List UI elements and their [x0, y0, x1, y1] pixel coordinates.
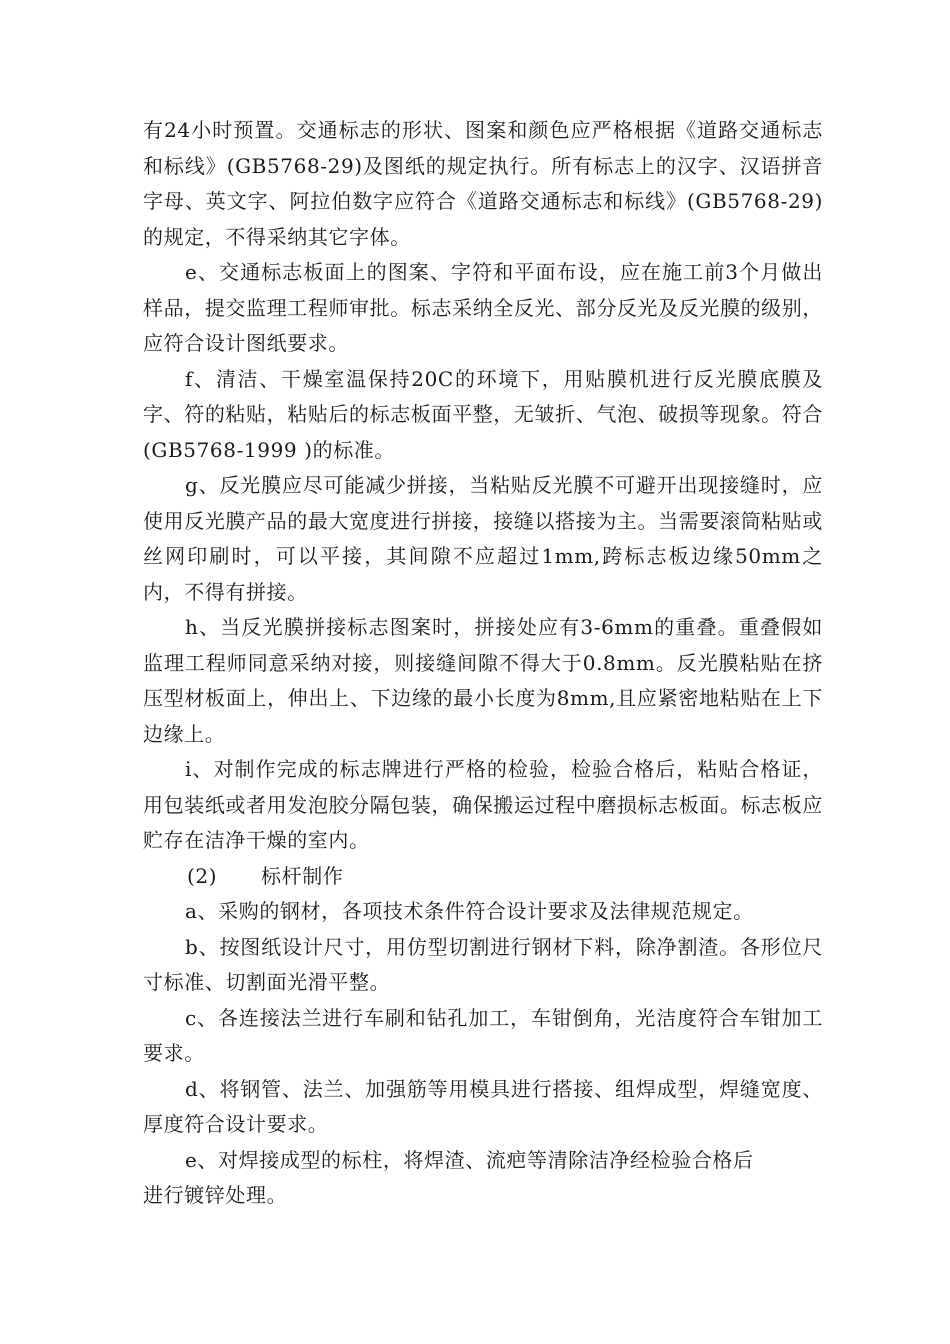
paragraph-2a: a、采购的钢材，各项技术条件符合设计要求及法律规范规定。 — [185, 899, 754, 923]
document-body — [143, 113, 823, 1214]
paragraph-e: e、交通标志板面上的图案、字符和平面布设，应在施工前3个月做出样品，提交监理工程师审批。标志采纳全反光、部分反光及反光膜的级别，应符合设计图纸要求。 — [143, 260, 823, 355]
paragraph-g: g、反光膜应尽可能减少拼接，当粘贴反光膜不可避开出现接缝时，应使用反光膜产品的最大宽度进行拼接，接缝以搭接为主。当需要滚筒粘贴或丝网印刷时，可以平接，其间隙不应超过1mm,跨标志板边缘50mm之内，不得有拼接。 — [143, 473, 823, 604]
paragraph-2e-line1: e、对焊接成型的标柱，将焊渣、流疤等清除洁净经检验合格后 — [185, 1147, 754, 1172]
paragraph-f: f、清洁、干燥室温保持20C的环境下，用贴膜机进行反光膜底膜及字、符的粘贴，粘贴后的标志板面平整，无皱折、气泡、破损等现象。符合(GB5768-1999 )的标准。 — [143, 366, 823, 462]
paragraph-2e-line2: 进行镀锌处理。 — [143, 1183, 288, 1207]
paragraph-i: i、对制作完成的标志牌进行严格的检验，检验合格后，粘贴合格证，用包装纸或者用发泡胶分隔包装，确保搬运过程中磨损标志板面。标志板应贮存在洁净干燥的室内。 — [143, 757, 823, 852]
paragraph-h: h、当反光膜拼接标志图案时，拼接处应有3-6mm的重叠。重叠假如监理工程师同意采纳对接，则接缝间隙不得大于0.8mm。反光膜粘贴在挤压型材板面上，伸出上、下边缘的最小长度为8mm,且应紧密地粘贴在上下边缘上。 — [143, 615, 823, 746]
paragraph-2c: c、各连接法兰进行车刷和钻孔加工，车钳倒角，光洁度符合车钳加工要求。 — [143, 1005, 823, 1065]
section-title: 标杆制作 — [261, 863, 344, 888]
paragraph-2b: b、按图纸设计尺寸，用仿型切割进行钢材下料，除净割渣。各形位尺寸标准、切割面光滑平整。 — [143, 934, 823, 994]
section-heading — [143, 859, 823, 895]
paragraph-2d: d、将钢管、法兰、加强筋等用模具进行搭接、组焊成型，焊缝宽度、厚度符合设计要求。 — [143, 1076, 823, 1136]
section-number: (2) — [187, 863, 218, 888]
paragraph-continuation: 有24小时预置。交通标志的形状、图案和颜色应严格根据《道路交通标志和标线》(GB5768-29)及图纸的规定执行。所有标志上的汉字、汉语拼音字母、英文字、阿拉伯数字应符合《道路交通标志和标线》(GB5768-29)的规定，不得采纳其它字体。 — [143, 118, 823, 249]
